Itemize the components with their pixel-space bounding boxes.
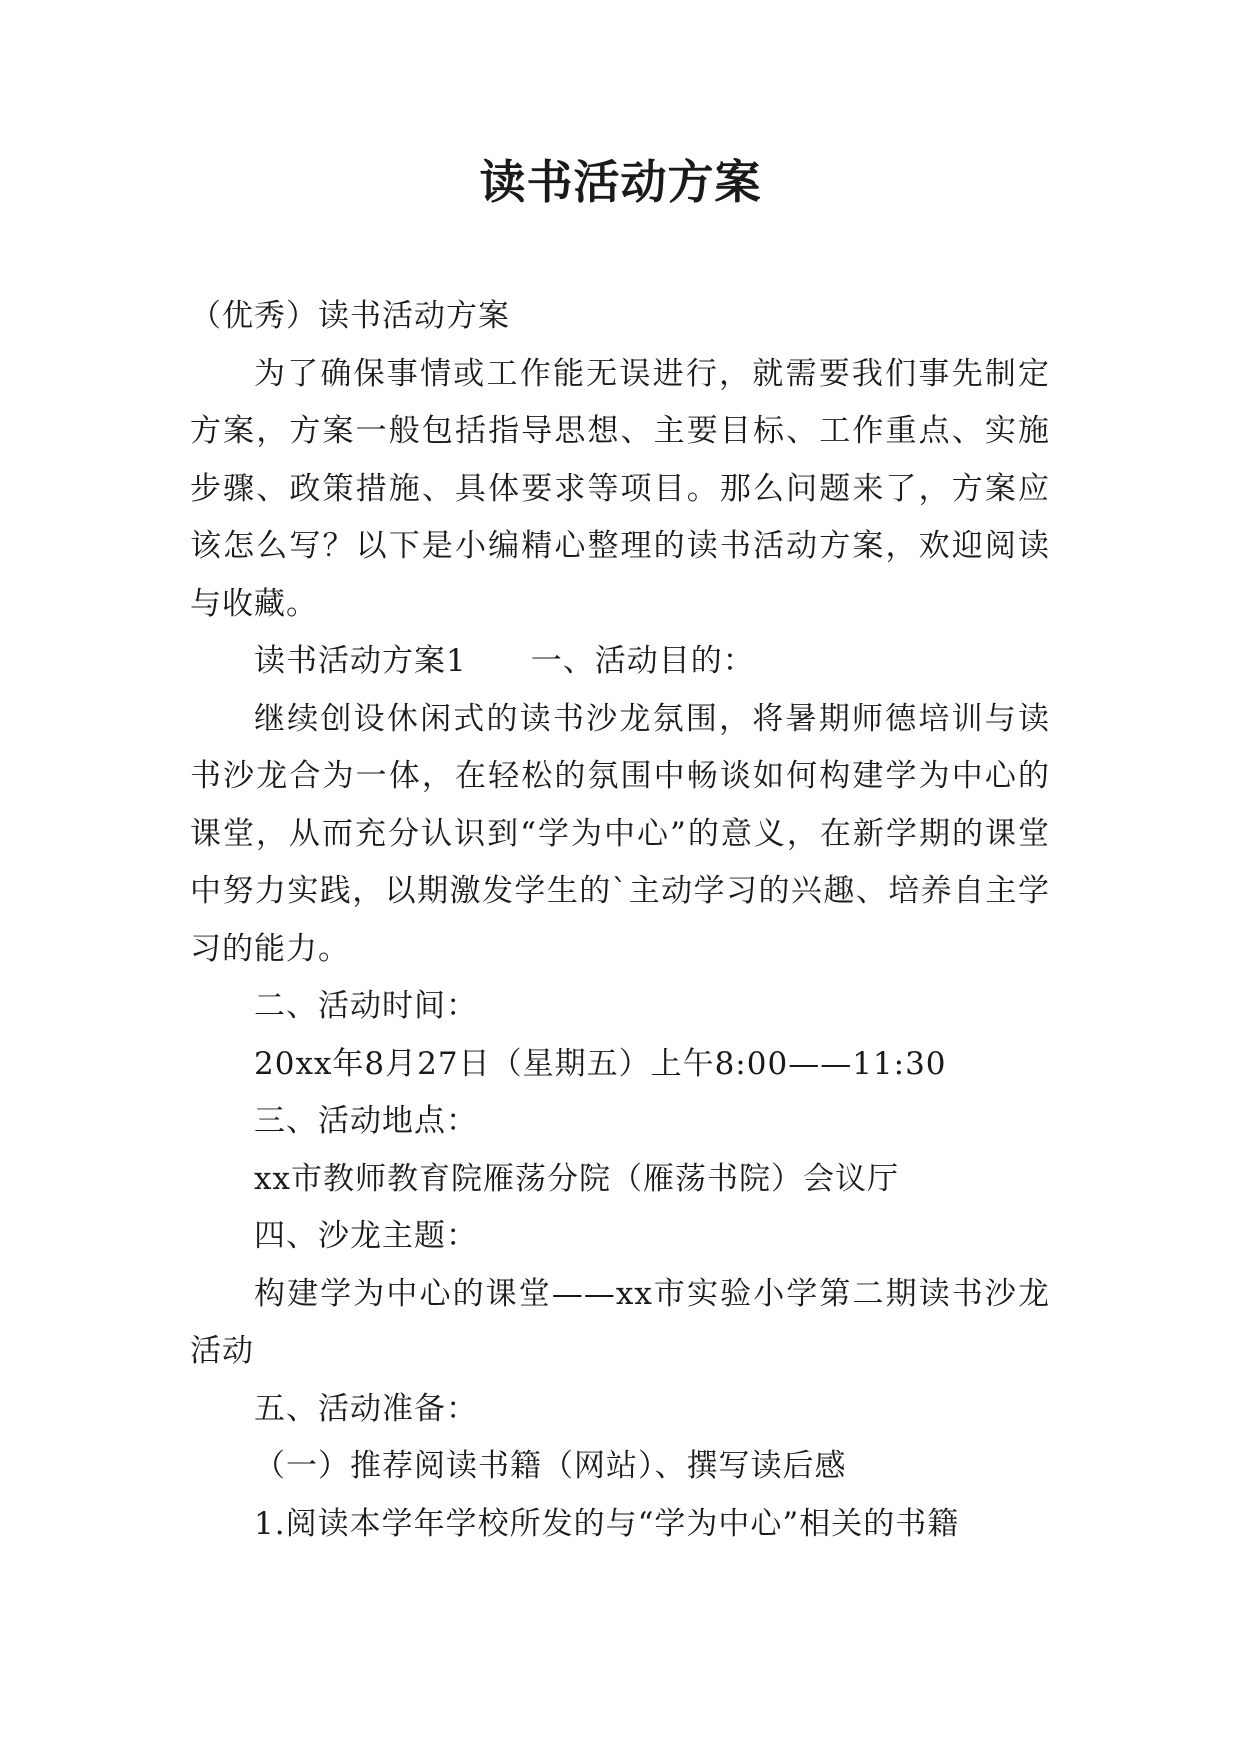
document-title: 读书活动方案 <box>479 155 762 209</box>
paragraph-preparation-1-item-1: 1.阅读本学年学校所发的与“学为中心”相关的书籍 <box>254 1505 960 1542</box>
document-body <box>190 288 1050 1553</box>
paragraph-time: 20xx年8月27日（星期五）上午8:00——11:30 <box>254 1045 947 1082</box>
paragraph-plan-1-heading: 读书活动方案1 一、活动目的： <box>254 643 755 679</box>
paragraph-purpose: 继续创设休闲式的读书沙龙氛围，将暑期师德培训与读书沙龙合为一体，在轻松的氛围中畅谈如何构建学为中心的课堂，从而充分认识到“学为中心”的意义，在新学期的课堂中努力实践，以期激发学生的`主动学习的兴趣、培养自主学习的能力。 <box>190 700 1050 967</box>
paragraph-time-heading: 二、活动时间： <box>254 988 478 1024</box>
paragraph-location: xx市教师教育院雁荡分院（雁荡书院）会议厅 <box>254 1160 899 1197</box>
paragraph-theme-heading: 四、沙龙主题： <box>254 1218 478 1254</box>
paragraph-preparation-1: （一）推荐阅读书籍（网站）、撰写读后感 <box>254 1448 847 1484</box>
paragraph-theme: 构建学为中心的课堂——xx市实验小学第二期读书沙龙活动 <box>190 1275 1050 1369</box>
paragraph-location-heading: 三、活动地点： <box>254 1103 478 1139</box>
paragraph-preparation-heading: 五、活动准备： <box>254 1390 478 1427</box>
paragraph-subtitle: （优秀）读书活动方案 <box>190 298 510 334</box>
paragraph-intro: 为了确保事情或工作能无误进行，就需要我们事先制定方案，方案一般包括指导思想、主要目标、工作重点、实施步骤、政策措施、具体要求等项目。那么问题来了，方案应该怎么写？以下是小编精心整理的读书活动方案，欢迎阅读与收藏。 <box>190 355 1050 622</box>
